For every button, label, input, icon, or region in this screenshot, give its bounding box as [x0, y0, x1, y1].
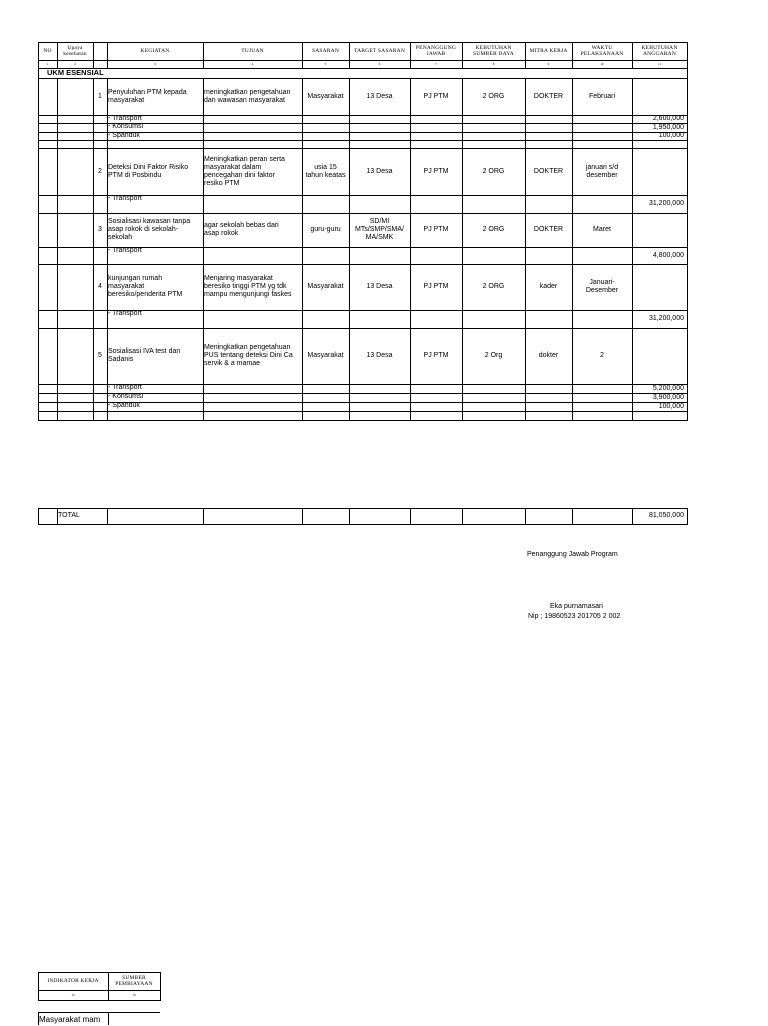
column-header: KEGIATAN: [140, 48, 170, 54]
header-border: [38, 60, 687, 61]
cell-sumber-daya: [462, 247, 525, 264]
header-column-border: [107, 42, 108, 69]
cell-kegiatan: kunjungan rumah masyarakat beresiko/penderita PTM: [108, 275, 183, 298]
bottom-table-column-border: [108, 972, 109, 1001]
header-column-border: [38, 42, 39, 69]
cell-sasaran: Masyarakat: [307, 92, 344, 100]
cell-mitra: DOKTER: [533, 226, 564, 233]
cell-sumber-daya: [462, 195, 525, 213]
column-border: [302, 78, 303, 421]
cell-tujuan: [203, 402, 302, 411]
total-border: [38, 524, 687, 525]
header-column-border: [410, 42, 411, 69]
cell-tujuan: [203, 115, 302, 123]
column-header: SASARAN: [311, 48, 340, 54]
cell-kegiatan: - Transport: [108, 247, 142, 254]
cell-no: 2: [98, 167, 102, 175]
total-column-border: [525, 508, 526, 525]
cell-target: [349, 402, 410, 411]
cell-pj: [410, 247, 462, 264]
cell-sasaran: [302, 393, 349, 402]
cell-waktu: Januari- Desember: [585, 279, 619, 294]
cell-waktu: Maret: [593, 226, 611, 233]
row-border: [38, 384, 687, 385]
column-border: [203, 78, 204, 421]
cell-anggaran: 100,000: [658, 132, 684, 139]
cell-kegiatan: - Konsumsi: [108, 123, 144, 130]
cell-sasaran: [302, 115, 349, 123]
cell-kegiatan: Penyuluhan PTM kepada masyarakat: [108, 88, 187, 104]
cell-anggaran: 100,000: [658, 402, 684, 410]
cell-anggaran: 4,800,000: [652, 251, 684, 259]
column-number: 9: [547, 62, 550, 66]
cell-no: [93, 123, 107, 132]
cell-no: [93, 402, 107, 411]
total-column-border: [349, 508, 350, 525]
cell-waktu: Februari: [588, 92, 616, 100]
column-number: 3: [154, 62, 156, 66]
cell-kegiatan: Sosialisasi kawasan tanpa asap rokok di sekolah- sekolah: [108, 218, 191, 241]
cell-pj: [410, 384, 462, 393]
header-border: [38, 42, 687, 43]
cell-mitra: [525, 384, 572, 393]
row-border: [38, 123, 687, 124]
total-label: TOTAL: [58, 512, 80, 519]
cell-sumber-daya: 2 ORG: [482, 167, 505, 175]
cell-tujuan: [203, 195, 302, 213]
cell-pj: [410, 123, 462, 132]
cell-no: [93, 195, 107, 213]
cell-target: [349, 384, 410, 393]
cell-kegiatan: - Spanduk: [108, 402, 140, 409]
cell-no: [93, 384, 107, 393]
cell-sasaran: [302, 310, 349, 328]
cell-pj: [410, 115, 462, 123]
cell-pj: [410, 195, 462, 213]
cell-tujuan: [203, 310, 302, 328]
cell-no: [93, 247, 107, 264]
cell-target: 13 Desa: [366, 352, 393, 359]
cell-mitra: [525, 132, 572, 140]
column-border: [57, 78, 58, 421]
cell-anggaran: [632, 264, 687, 310]
cell-waktu: [572, 132, 632, 140]
row-border: [38, 132, 687, 133]
column-border: [38, 78, 39, 421]
cell-anggaran: [632, 328, 687, 384]
column-border: [107, 78, 108, 421]
row-border: [38, 148, 687, 149]
cell-kegiatan: - Spanduk: [108, 132, 140, 139]
column-number: 5: [324, 62, 327, 66]
cell-pj: [410, 393, 462, 402]
cell-mitra: [525, 115, 572, 123]
column-number: 1: [46, 62, 49, 66]
cell-anggaran: [632, 78, 687, 115]
cell-no: 4: [98, 283, 102, 290]
column-number: 7: [435, 62, 437, 66]
column-header: TUJUAN: [241, 48, 264, 54]
cell-tujuan: Menjaring masyarakat beresiko tinggi PTM yg tdk mampu mengunjungi faskes: [204, 275, 292, 298]
cell-sumber-daya: [462, 123, 525, 132]
cell-sumber-daya: [462, 132, 525, 140]
header-column-border: [687, 42, 688, 69]
cell-waktu: 2: [600, 352, 604, 359]
cell-mitra: [525, 123, 572, 132]
column-header: KEBUTUHAN SUMBER DAYA: [473, 45, 514, 57]
total-column-border: [462, 508, 463, 525]
column-border: [410, 78, 411, 421]
cell-sumber-daya: [462, 393, 525, 402]
total-column-border: [410, 508, 411, 525]
total-column-border: [203, 508, 204, 525]
cell-no: 3: [98, 226, 102, 233]
cell-waktu: [572, 247, 632, 264]
cell-mitra: [525, 310, 572, 328]
total-column-border: [57, 508, 58, 525]
cell-pj: PJ PTM: [423, 167, 449, 175]
column-number: 4: [251, 62, 254, 66]
cell-no: [93, 132, 107, 140]
cell-mitra: kader: [539, 283, 558, 290]
header-column-border: [349, 42, 350, 69]
column-header: WAKTU PELAKSANAAN: [580, 45, 624, 57]
cell-sasaran: usia 15 tahun keatas: [305, 163, 346, 179]
cell-sumber-daya: [462, 384, 525, 393]
cell-no: [93, 115, 107, 123]
total-column-border: [687, 508, 688, 525]
cell-no: 1: [98, 92, 102, 100]
cell-mitra: [525, 195, 572, 213]
cell-pj: [410, 310, 462, 328]
cell-no: 5: [98, 352, 102, 359]
column-border: [349, 78, 350, 421]
cell-tujuan: agar sekolah bebas dari asap rokok: [204, 222, 279, 237]
cell-mitra: [525, 247, 572, 264]
header-column-border: [572, 42, 573, 69]
bottom-column-header: INDIKATOR KERJA: [47, 978, 99, 984]
header-column-border: [203, 42, 204, 69]
cell-pj: PJ PTM: [423, 352, 449, 359]
bottom-table-column-border: [38, 1012, 39, 1025]
cell-target: [349, 247, 410, 264]
cell-waktu: [572, 195, 632, 213]
column-header: PENANGGUNG JAWAB: [415, 45, 457, 57]
cell-sumber-daya: [462, 115, 525, 123]
column-header: KEBUTUHAN ANGGARAN: [641, 45, 678, 57]
section-label: UKM ESENSIAL: [47, 68, 104, 77]
column-header: MITRA KERJA: [529, 48, 568, 54]
row-border: [38, 213, 687, 214]
cell-sasaran: [302, 247, 349, 264]
cell-no: [93, 310, 107, 328]
bottom-column-number: 12: [71, 993, 75, 997]
cell-waktu: januari s/d desember: [585, 163, 619, 179]
row-border: [38, 264, 687, 265]
column-number: 2: [74, 62, 76, 66]
bottom-table-border: [38, 1012, 160, 1013]
row-border: [38, 247, 687, 248]
bottom-table-border: [38, 972, 160, 973]
cell-sumber-daya: 2 Org: [484, 352, 503, 359]
header-column-border: [93, 42, 94, 69]
total-border: [38, 508, 687, 509]
cell-mitra: DOKTER: [533, 92, 564, 100]
cell-kegiatan: Sosialisasi IVA test dan Sadanis: [108, 348, 181, 363]
cell-target: 13 Desa: [366, 283, 393, 290]
cell-tujuan: [203, 123, 302, 132]
cell-kegiatan: - Transport: [108, 384, 142, 391]
column-border: [572, 78, 573, 421]
cell-sasaran: Masyarakat: [307, 283, 344, 290]
bottom-first-cell: Masyarakat mam: [39, 1015, 101, 1024]
cell-tujuan: meningkatkan pengetahuan dan wawasan masyarakat: [204, 88, 291, 104]
cell-sasaran: Masyarakat: [307, 352, 344, 359]
row-border: [38, 140, 687, 141]
cell-target: 13 Desa: [366, 92, 393, 100]
cell-waktu: [572, 115, 632, 123]
cell-tujuan: [203, 384, 302, 393]
total-column-border: [572, 508, 573, 525]
bottom-table-border: [38, 990, 160, 991]
column-border: [525, 78, 526, 421]
cell-target: [349, 115, 410, 123]
row-border: [38, 328, 687, 329]
column-border: [93, 78, 94, 421]
cell-tujuan: [203, 132, 302, 140]
cell-pj: PJ PTM: [423, 92, 449, 100]
cell-sasaran: guru-guru: [310, 226, 341, 233]
cell-kegiatan: - Transport: [108, 195, 142, 202]
cell-sumber-daya: [462, 402, 525, 411]
cell-kegiatan: - Konsumsi: [108, 393, 144, 400]
header-column-border: [632, 42, 633, 69]
total-value: 81,050,000: [648, 512, 684, 519]
cell-target: SD/MI MTs/SMP/SMA/ MA/SMK: [354, 218, 404, 241]
row-border: [38, 195, 687, 196]
cell-anggaran: 31,200,000: [648, 315, 684, 322]
cell-tujuan: [203, 247, 302, 264]
cell-sasaran: [302, 384, 349, 393]
column-header: NO: [43, 48, 52, 54]
bottom-table-column-border: [38, 972, 39, 1001]
cell-mitra: DOKTER: [533, 167, 564, 175]
column-border: [632, 78, 633, 421]
total-column-border: [107, 508, 108, 525]
bottom-column-number: 13: [132, 993, 136, 997]
cell-kegiatan: Deteksi Dini Faktor Risiko PTM di Posbindu: [108, 163, 189, 179]
cell-kegiatan: - Transport: [108, 115, 142, 122]
cell-mitra: [525, 402, 572, 411]
cell-target: [349, 132, 410, 140]
cell-mitra: [525, 393, 572, 402]
cell-sasaran: [302, 123, 349, 132]
column-number: 6: [378, 62, 381, 66]
cell-target: [349, 393, 410, 402]
cell-pj: [410, 132, 462, 140]
column-number: 11: [657, 62, 662, 66]
cell-sasaran: [302, 195, 349, 213]
cell-kegiatan: - Transport: [108, 310, 142, 317]
column-number: 10: [600, 62, 604, 66]
header-column-border: [57, 42, 58, 69]
row-border: [38, 402, 687, 403]
bottom-table-column-border: [108, 1012, 109, 1025]
signature-name: Eka purnamasari: [550, 603, 603, 610]
column-border: [462, 78, 463, 421]
cell-waktu: [572, 393, 632, 402]
row-border: [38, 78, 687, 79]
column-header: TARGET SASARAN: [353, 48, 405, 54]
cell-sumber-daya: [462, 310, 525, 328]
cell-pj: [410, 402, 462, 411]
column-header: Upaya kesehatan: [63, 45, 87, 57]
cell-no: [93, 393, 107, 402]
cell-tujuan: Meningkatkan peran serta masyarakat dalam pencegahan dini faktor resiko PTM: [204, 155, 285, 187]
signature-title: Penanggung Jawab Program: [527, 551, 618, 558]
cell-sasaran: [302, 132, 349, 140]
cell-waktu: [572, 384, 632, 393]
cell-waktu: [572, 310, 632, 328]
cell-anggaran: [632, 148, 687, 195]
cell-waktu: [572, 123, 632, 132]
cell-target: 13 Desa: [366, 167, 393, 175]
cell-waktu: [572, 402, 632, 411]
header-column-border: [302, 42, 303, 69]
header-column-border: [462, 42, 463, 69]
row-border: [38, 393, 687, 394]
cell-target: [349, 310, 410, 328]
table-bottom-border: [38, 420, 687, 421]
cell-tujuan: Meningkatkan pengetahuan PUS tentang deteksi Dini Ca servik & a mamae: [204, 344, 293, 367]
column-border: [687, 78, 688, 421]
cell-pj: PJ PTM: [423, 226, 449, 233]
header-column-border: [525, 42, 526, 69]
row-border: [38, 310, 687, 311]
cell-anggaran: 1,950,000: [652, 123, 684, 131]
total-column-border: [38, 508, 39, 525]
cell-pj: PJ PTM: [423, 283, 449, 290]
row-border: [38, 411, 687, 412]
column-number: 8: [492, 62, 495, 66]
cell-anggaran: 3,900,000: [652, 393, 684, 401]
row-border: [38, 115, 687, 116]
cell-anggaran: 5,200,000: [652, 384, 684, 392]
cell-sumber-daya: 2 ORG: [482, 283, 505, 290]
cell-tujuan: [203, 393, 302, 402]
cell-target: [349, 123, 410, 132]
bottom-column-header: SUMBER PEMBIAYAAN: [115, 975, 153, 987]
signature-nip: Nip ; 19860523 201705 2 002: [528, 613, 621, 620]
cell-anggaran: [632, 213, 687, 247]
total-column-border: [302, 508, 303, 525]
cell-anggaran: 31,200,000: [648, 200, 684, 207]
cell-sumber-daya: 2 ORG: [482, 92, 505, 100]
cell-sumber-daya: 2 ORG: [482, 226, 505, 233]
cell-anggaran: 2,600,000: [652, 115, 684, 122]
cell-mitra: dokter: [538, 352, 559, 359]
bottom-table-column-border: [160, 972, 161, 1001]
bottom-table-border: [38, 1000, 160, 1001]
cell-sasaran: [302, 402, 349, 411]
total-column-border: [632, 508, 633, 525]
cell-target: [349, 195, 410, 213]
